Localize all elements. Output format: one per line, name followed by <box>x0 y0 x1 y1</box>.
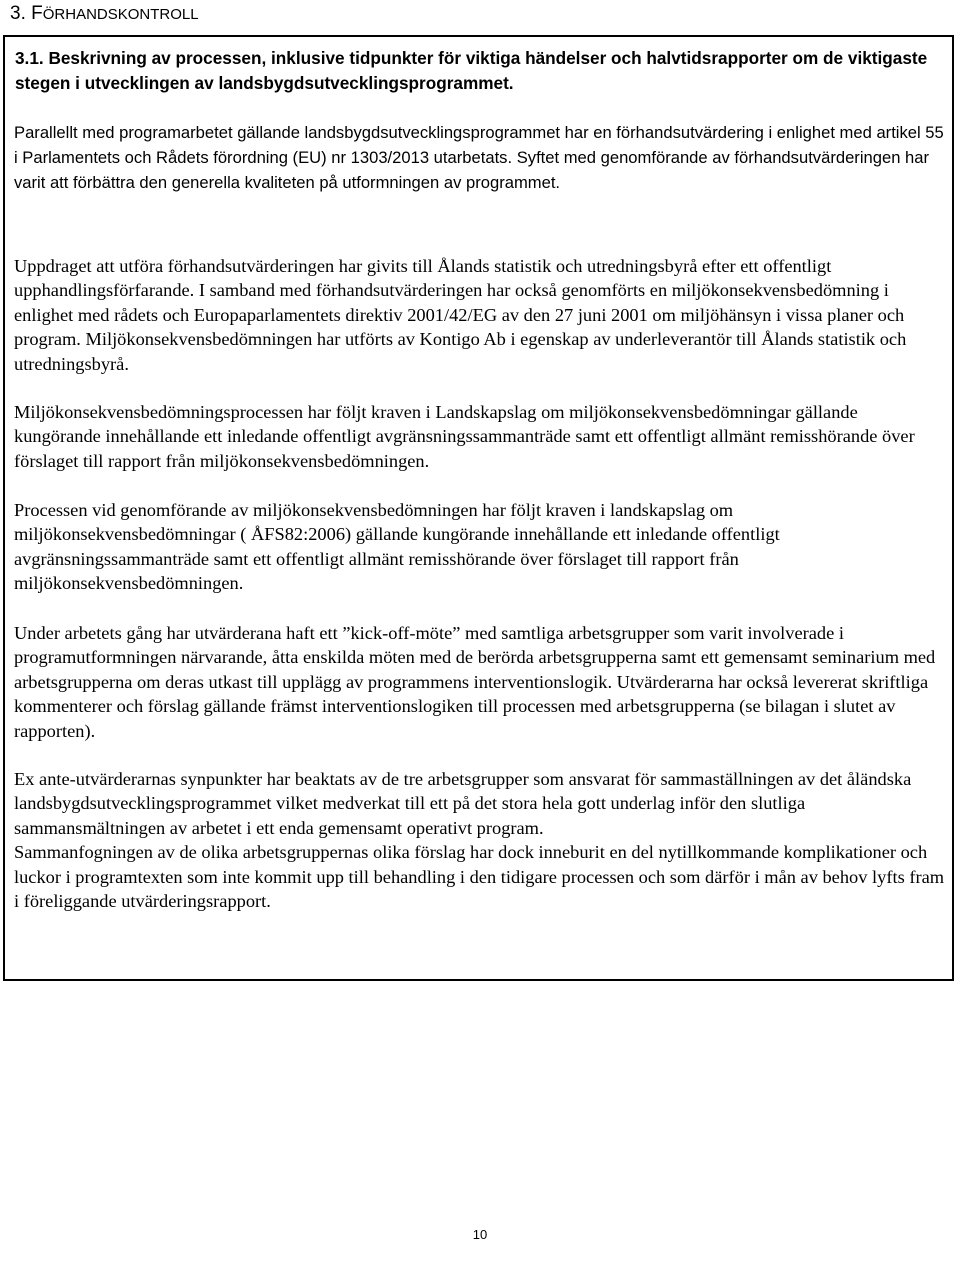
section-heading-number: 3. <box>10 3 26 24</box>
paragraph-implementation-process: Processen vid genomförande av miljökonsekvensbedömningen har följt kraven i landskapslag om miljökonsekvensbedömningar ( ÅFS82:2006) gällande kungörande innehållande ett inledande offentligt avgränsningssammanträde samt ett offentligt allmänt remisshörande över förslaget till rapport från miljökonsekvensbedömningen. <box>14 500 780 594</box>
paragraph-group-feedback-part-2: Sammanfogningen av de olika arbetsgruppernas olika förslag har dock inneburit en del nytillkommande komplikationer och luckor i programtexten som inte kommit upp till behandling i den tidigare processen och som därför i mån av behov lyfts fram i föreliggande utvärderingsrapport. <box>14 842 945 912</box>
section-heading-initial: F <box>31 3 43 24</box>
subsection-heading: 3.1. Beskrivning av processen, inklusive tidpunkter för viktiga händelser och halvtidsrapporter om de viktigaste stegen i utvecklingen av landsbygdsutvecklingsprogrammet. <box>15 48 928 93</box>
paragraph-ex-ante-evaluation: Parallellt med programarbetet gällande landsbygdsutvecklingsprogrammet har en förhandsutvärdering i enlighet med artikel 55 i Parlamentets och Rådets förordning (EU) nr 1303/2013 utarbetats. Syftet med genomförande av förhandsutvärderingen har varit att förbättra den generella kvaliteten på utformningen av programmet. <box>14 123 944 192</box>
paragraph-environmental-assessment-process: Miljökonsekvensbedömningsprocessen har följt kraven i Landskapslag om miljökonsekvensbedömningar gällande kungörande innehållande ett inledande offentligt avgränsningssammanträde samt ett offentligt allmänt remisshörande över förslaget till rapport från miljökonsekvensbedömningen. <box>14 402 915 471</box>
section-heading <box>10 2 199 27</box>
section-content-box <box>3 35 954 981</box>
paragraph-working-meetings: Under arbetets gång har utvärderana haft ett ”kick-off-möte” med samtliga arbetsgrupper som varit involverade i programutformningen närvarande, åtta enskilda möten med de berörda arbetsgrupperna samt ett gemensamt seminarium med arbetsgrupperna om deras utkast till upplägg av programmens interventionslogik. Utvärderarna har också levererat skriftliga kommenterer och förslag gällande främst interventionslogiken till processen med arbetsgrupperna (se bilagan i slutet av rapporten). <box>14 623 936 741</box>
page-number: 10 <box>472 1227 488 1242</box>
paragraph-assignment: Uppdraget att utföra förhandsutvärderingen har givits till Ålands statistik och utredningsbyrå efter ett offentligt upphandlingsförfarande. I samband med förhandsutvärderingen har också genomförts en miljökonsekvensbedömning i enlighet med rådets och Europaparlamentets direktiv 2001/42/EG av den 27 juni 2001 om miljöhänsyn i vissa planer och program. Miljökonsekvensbedömningen har utförts av Kontigo Ab i egenskap av underleverantör till Ålands statistik och utredningsbyrå. <box>14 256 907 374</box>
section-heading-rest: ÖRHANDSKONTROLL <box>42 6 199 23</box>
paragraph-group-feedback <box>14 767 949 913</box>
paragraph-group-feedback-part-1: Ex ante-utvärderarnas synpunkter har beaktats av de tre arbetsgrupper som ansvarat för sammaställningen av det åländska landsbygdsutvecklingsprogrammet vilket medverkat till ett på det stora hela gott underlag inför den slutliga sammansmältningen av arbetet i ett enda gemensamt operativt program. <box>14 769 912 838</box>
